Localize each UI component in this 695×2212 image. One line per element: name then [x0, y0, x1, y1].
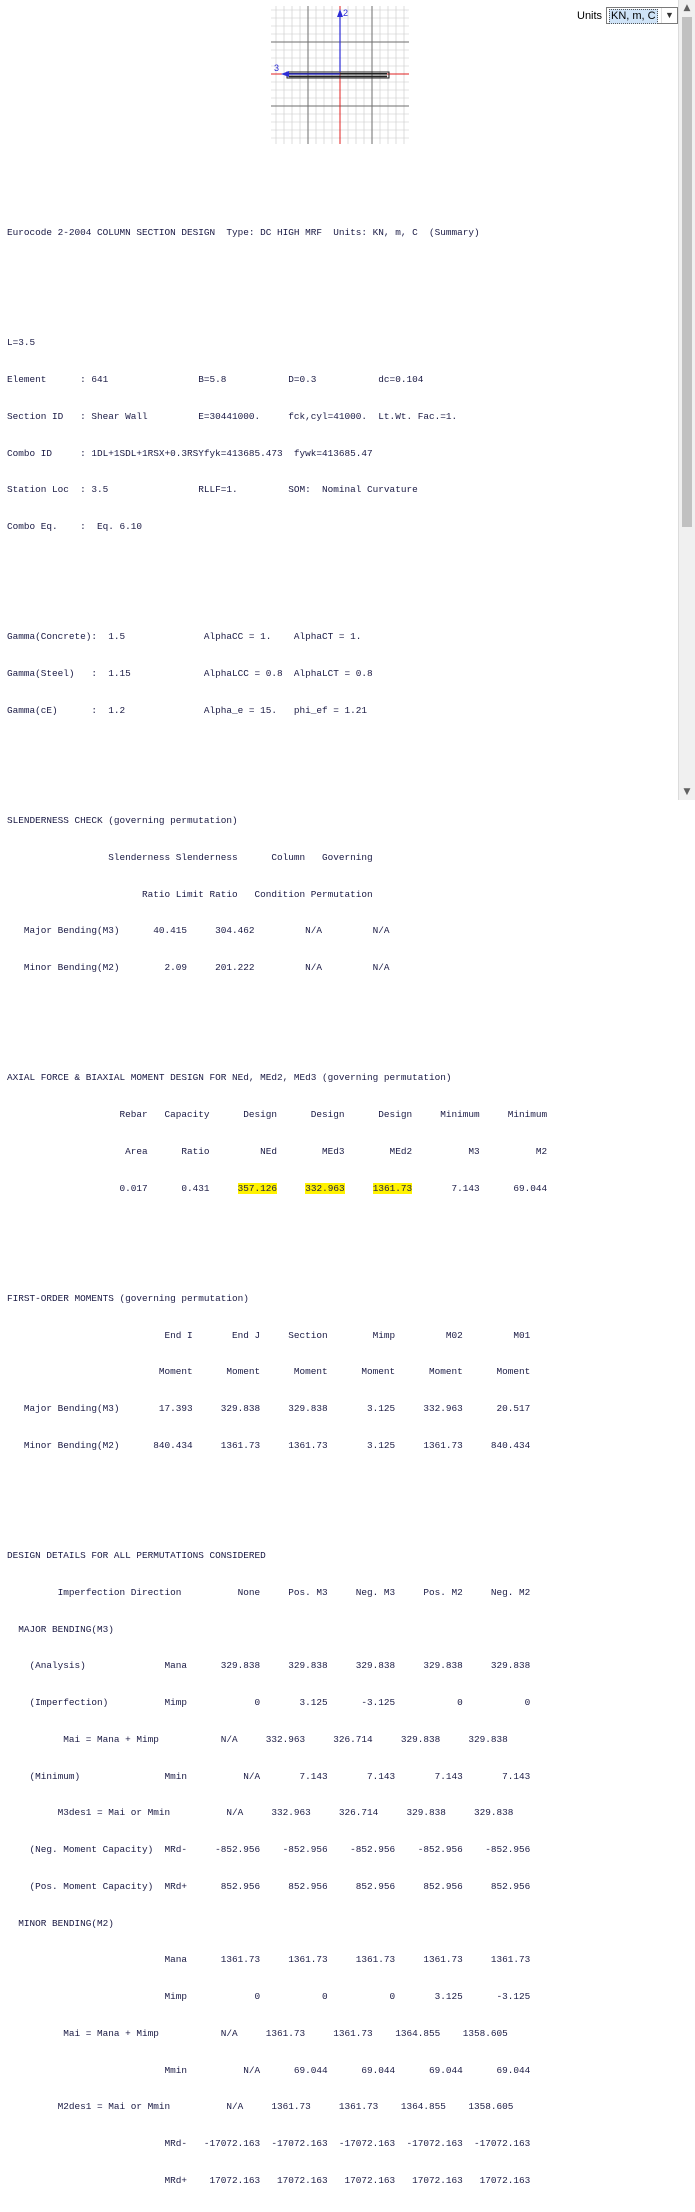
scrollbar-thumb[interactable] — [682, 17, 692, 527]
table-row: Mmin N/A 69.044 69.044 69.044 69.044 — [7, 2064, 531, 2076]
design-ned-value: 357.126 — [237, 1182, 278, 1194]
axial-row-end: 7.143 69.044 — [412, 1182, 548, 1194]
table-row: (Neg. Moment Capacity) MRd- -852.956 -852.956 -852.956 -852.956 -852.956 — [7, 1844, 531, 1855]
scroll-down-arrow-icon[interactable]: ▼ — [683, 787, 691, 797]
table-row: (Minimum) Mmin N/A 7.143 7.143 7.143 7.143 — [7, 1770, 531, 1782]
units-select[interactable] — [606, 7, 678, 24]
table-row: (Pos. Moment Capacity) MRd+ 852.956 852.956 852.956 852.956 852.956 — [7, 1880, 531, 1892]
design-med3-value: 332.963 — [305, 1182, 345, 1194]
info-line-length: L=3.5 — [7, 337, 36, 349]
info-line-station: Station Loc : 3.5 RLLF=1. SOM: Nominal Curvature — [7, 484, 418, 496]
info-line-combo: Combo ID : 1DL+1SDL+1RSX+0.3RSYfyk=413685.473 fywk=413685.47 — [7, 447, 373, 459]
first-order-header: End I End J Section Mimp M02 M01 — [7, 1329, 531, 1341]
permutations-header: Imperfection Direction None Pos. M3 Neg. M3 Pos. M2 Neg. M2 — [7, 1586, 531, 1598]
axial-row-start: 0.017 0.431 — [7, 1182, 238, 1194]
axial-gap — [277, 1183, 305, 1194]
slenderness-header: Slenderness Slenderness Column Governing — [7, 851, 373, 863]
report-title: Eurocode 2-2004 COLUMN SECTION DESIGN Type: DC HIGH MRF Units: KN, m, C (Summary) — [7, 227, 480, 238]
table-row: Major Bending(M3) 40.415 304.462 N/A N/A — [7, 925, 390, 937]
axial-heading: AXIAL FORCE & BIAXIAL MOMENT DESIGN FOR NEd, MEd2, MEd3 (governing permutation) — [7, 1072, 452, 1084]
axial-header: Area Ratio NEd MEd3 MEd2 M3 M2 — [7, 1145, 548, 1157]
table-row: M2des1 = Mai or Mmin N/A 1361.73 1361.73 1364.855 1358.605 — [7, 2101, 514, 2113]
units-selected-value: KN, m, C — [611, 10, 656, 22]
table-row: (Imperfection) Mimp 0 3.125 -3.125 0 0 — [7, 1697, 531, 1708]
design-report — [7, 0, 547, 2212]
gamma-line-steel: Gamma(Steel) : 1.15 AlphaLCC = 0.8 AlphaLCT = 0.8 — [7, 668, 373, 679]
vertical-scrollbar[interactable] — [678, 0, 695, 800]
design-med2-value: 1361.73 — [372, 1182, 413, 1194]
table-row: (Analysis) Mana 329.838 329.838 329.838 329.838 329.838 — [7, 1660, 531, 1672]
axis-3-label: 3 — [274, 63, 280, 73]
scroll-up-arrow-icon[interactable]: ▲ — [683, 3, 691, 13]
axis-2-label: 2 — [343, 8, 349, 18]
axial-header: Rebar Capacity Design Design Design Minimum Minimum — [7, 1109, 548, 1120]
axial-values-row — [7, 1183, 547, 1195]
first-order-header: Moment Moment Moment Moment Moment Moment — [7, 1366, 531, 1378]
permutations-heading: DESIGN DETAILS FOR ALL PERMUTATIONS CONSIDERED — [7, 1550, 266, 1561]
info-line-section: Section ID : Shear Wall E=30441000. fck,cyl=41000. Lt.Wt. Fac.=1. — [7, 410, 458, 422]
table-row: Minor Bending(M2) 840.434 1361.73 1361.73 3.125 1361.73 840.434 — [7, 1439, 531, 1451]
axial-gap — [345, 1183, 373, 1194]
gamma-line-ce: Gamma(cE) : 1.2 Alpha_e = 15. phi_ef = 1.21 — [7, 704, 368, 716]
units-label: Units — [577, 10, 603, 22]
table-row: Mai = Mana + Mimp N/A 332.963 326.714 329.838 329.838 — [7, 1733, 508, 1745]
info-line-combo-eq: Combo Eq. : Eq. 6.10 — [7, 521, 143, 532]
table-row: Mai = Mana + Mimp N/A 1361.73 1361.73 1364.855 1358.605 — [7, 2027, 508, 2039]
table-row: M3des1 = Mai or Mmin N/A 332.963 326.714 329.838 329.838 — [7, 1807, 514, 1819]
gamma-line-concrete: Gamma(Concrete): 1.5 AlphaCC = 1. AlphaCT = 1. — [7, 631, 362, 643]
table-row: MRd- -17072.163 -17072.163 -17072.163 -17072.163 -17072.163 — [7, 2138, 531, 2149]
slenderness-heading: SLENDERNESS CHECK (governing permutation) — [7, 815, 238, 826]
table-row: Mana 1361.73 1361.73 1361.73 1361.73 1361.73 — [7, 1954, 531, 1966]
info-line-element: Element : 641 B=5.8 D=0.3 dc=0.104 — [7, 374, 424, 385]
major-bending-heading: MAJOR BENDING(M3) — [7, 1623, 114, 1635]
slenderness-header: Ratio Limit Ratio Condition Permutation — [7, 888, 373, 900]
minor-bending-heading: MINOR BENDING(M2) — [7, 1917, 114, 1929]
table-row: Mimp 0 0 0 3.125 -3.125 — [7, 1991, 531, 2002]
table-row: MRd+ 17072.163 17072.163 17072.163 17072.163 17072.163 — [7, 2174, 531, 2186]
chevron-down-icon[interactable]: ▼ — [661, 8, 677, 23]
table-row: Minor Bending(M2) 2.09 201.222 N/A N/A — [7, 962, 390, 973]
table-row: Major Bending(M3) 17.393 329.838 329.838 3.125 332.963 20.517 — [7, 1403, 531, 1414]
first-order-heading: FIRST-ORDER MOMENTS (governing permutation) — [7, 1292, 249, 1304]
